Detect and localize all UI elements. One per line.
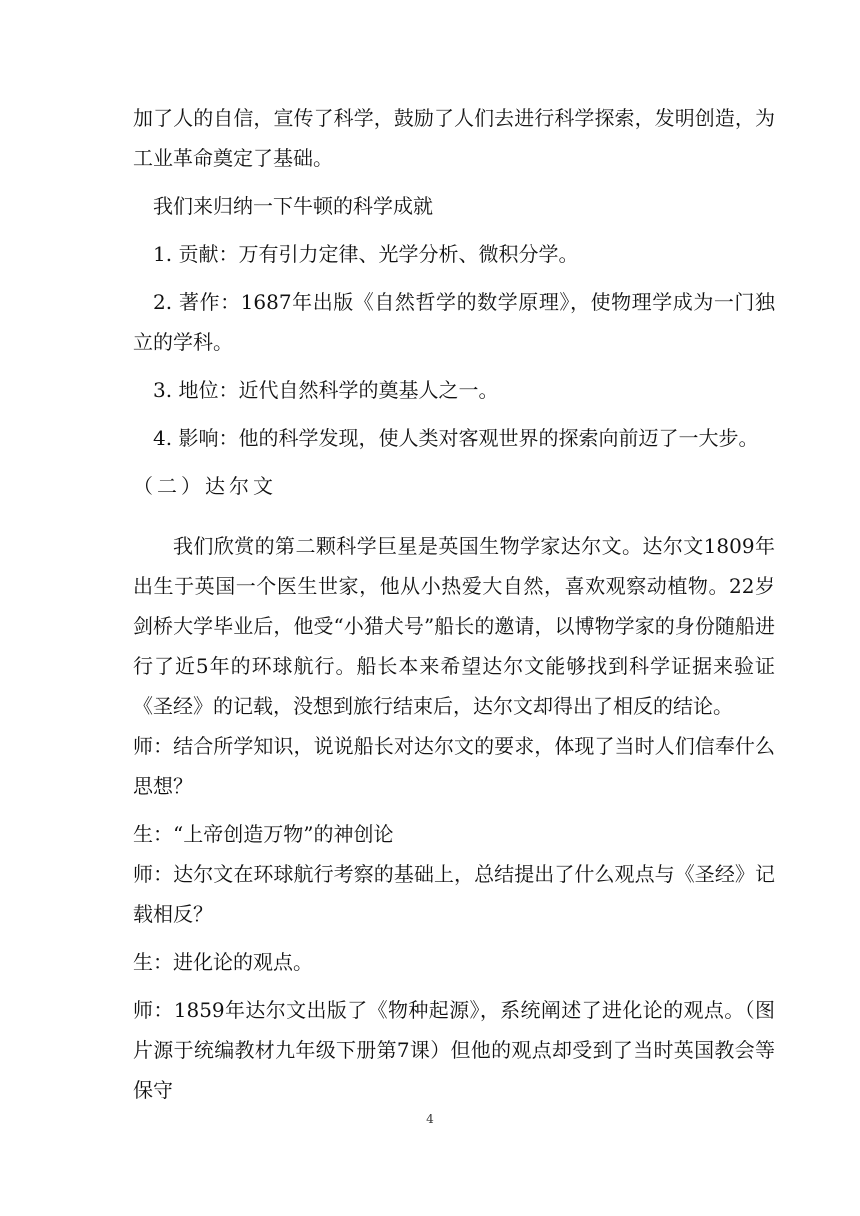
list-item-status: 3. 地位：近代自然科学的奠基人之一。 (153, 378, 499, 402)
paragraph-teacher-question-2: 师：达尔文在环球航行考察的基础上，总结提出了什么观点与《圣经》记载相反？ (133, 862, 775, 926)
paragraph-newton-impact: 加了人的自信，宣传了科学，鼓励了人们去进行科学探索，发明创造，为工业革命奠定了基础。 (133, 106, 775, 170)
page-number: 4 (426, 1112, 434, 1126)
list-item-influence: 4. 影响：他的科学发现，使人类对客观世界的探索向前迈了一大步。 (153, 426, 759, 450)
paragraph-newton-summary-intro: 我们来归纳一下牛顿的科学成就 (153, 194, 433, 218)
list-item-work: 2. 著作：1687年出版《自然哲学的数学原理》，使物理学成为一门独立的学科。 (133, 290, 775, 354)
paragraph-student-answer-2: 生：进化论的观点。 (133, 950, 313, 974)
paragraph-teacher-statement: 师：1859年达尔文出版了《物种起源》，系统阐述了进化论的观点。（图片源于统编教材九年级下册第7课）但他的观点却受到了当时英国教会等保守 (133, 998, 775, 1102)
section-heading-darwin: （二）达尔文 (133, 474, 277, 498)
list-item-contribution: 1. 贡献：万有引力定律、光学分析、微积分学。 (153, 242, 579, 266)
document-body (133, 98, 775, 1110)
paragraph-student-answer-1: 生：“上帝创造万物”的神创论 (133, 822, 394, 846)
paragraph-teacher-question-1: 师：结合所学知识，说说船长对达尔文的要求，体现了当时人们信奉什么思想？ (133, 734, 775, 798)
paragraph-darwin-intro: 我们欣赏的第二颗科学巨星是英国生物学家达尔文。达尔文1809年出生于英国一个医生世家，他从小热爱大自然，喜欢观察动植物。22岁剑桥大学毕业后，他受“小猎犬号”船长的邀请，以博物学家的身份随船进行了近5年的环球航行。船长本来希望达尔文能够找到科学证据来验证《圣经》的记载，没想到旅行结束后，达尔文却得出了相反的结论。 (133, 534, 775, 718)
